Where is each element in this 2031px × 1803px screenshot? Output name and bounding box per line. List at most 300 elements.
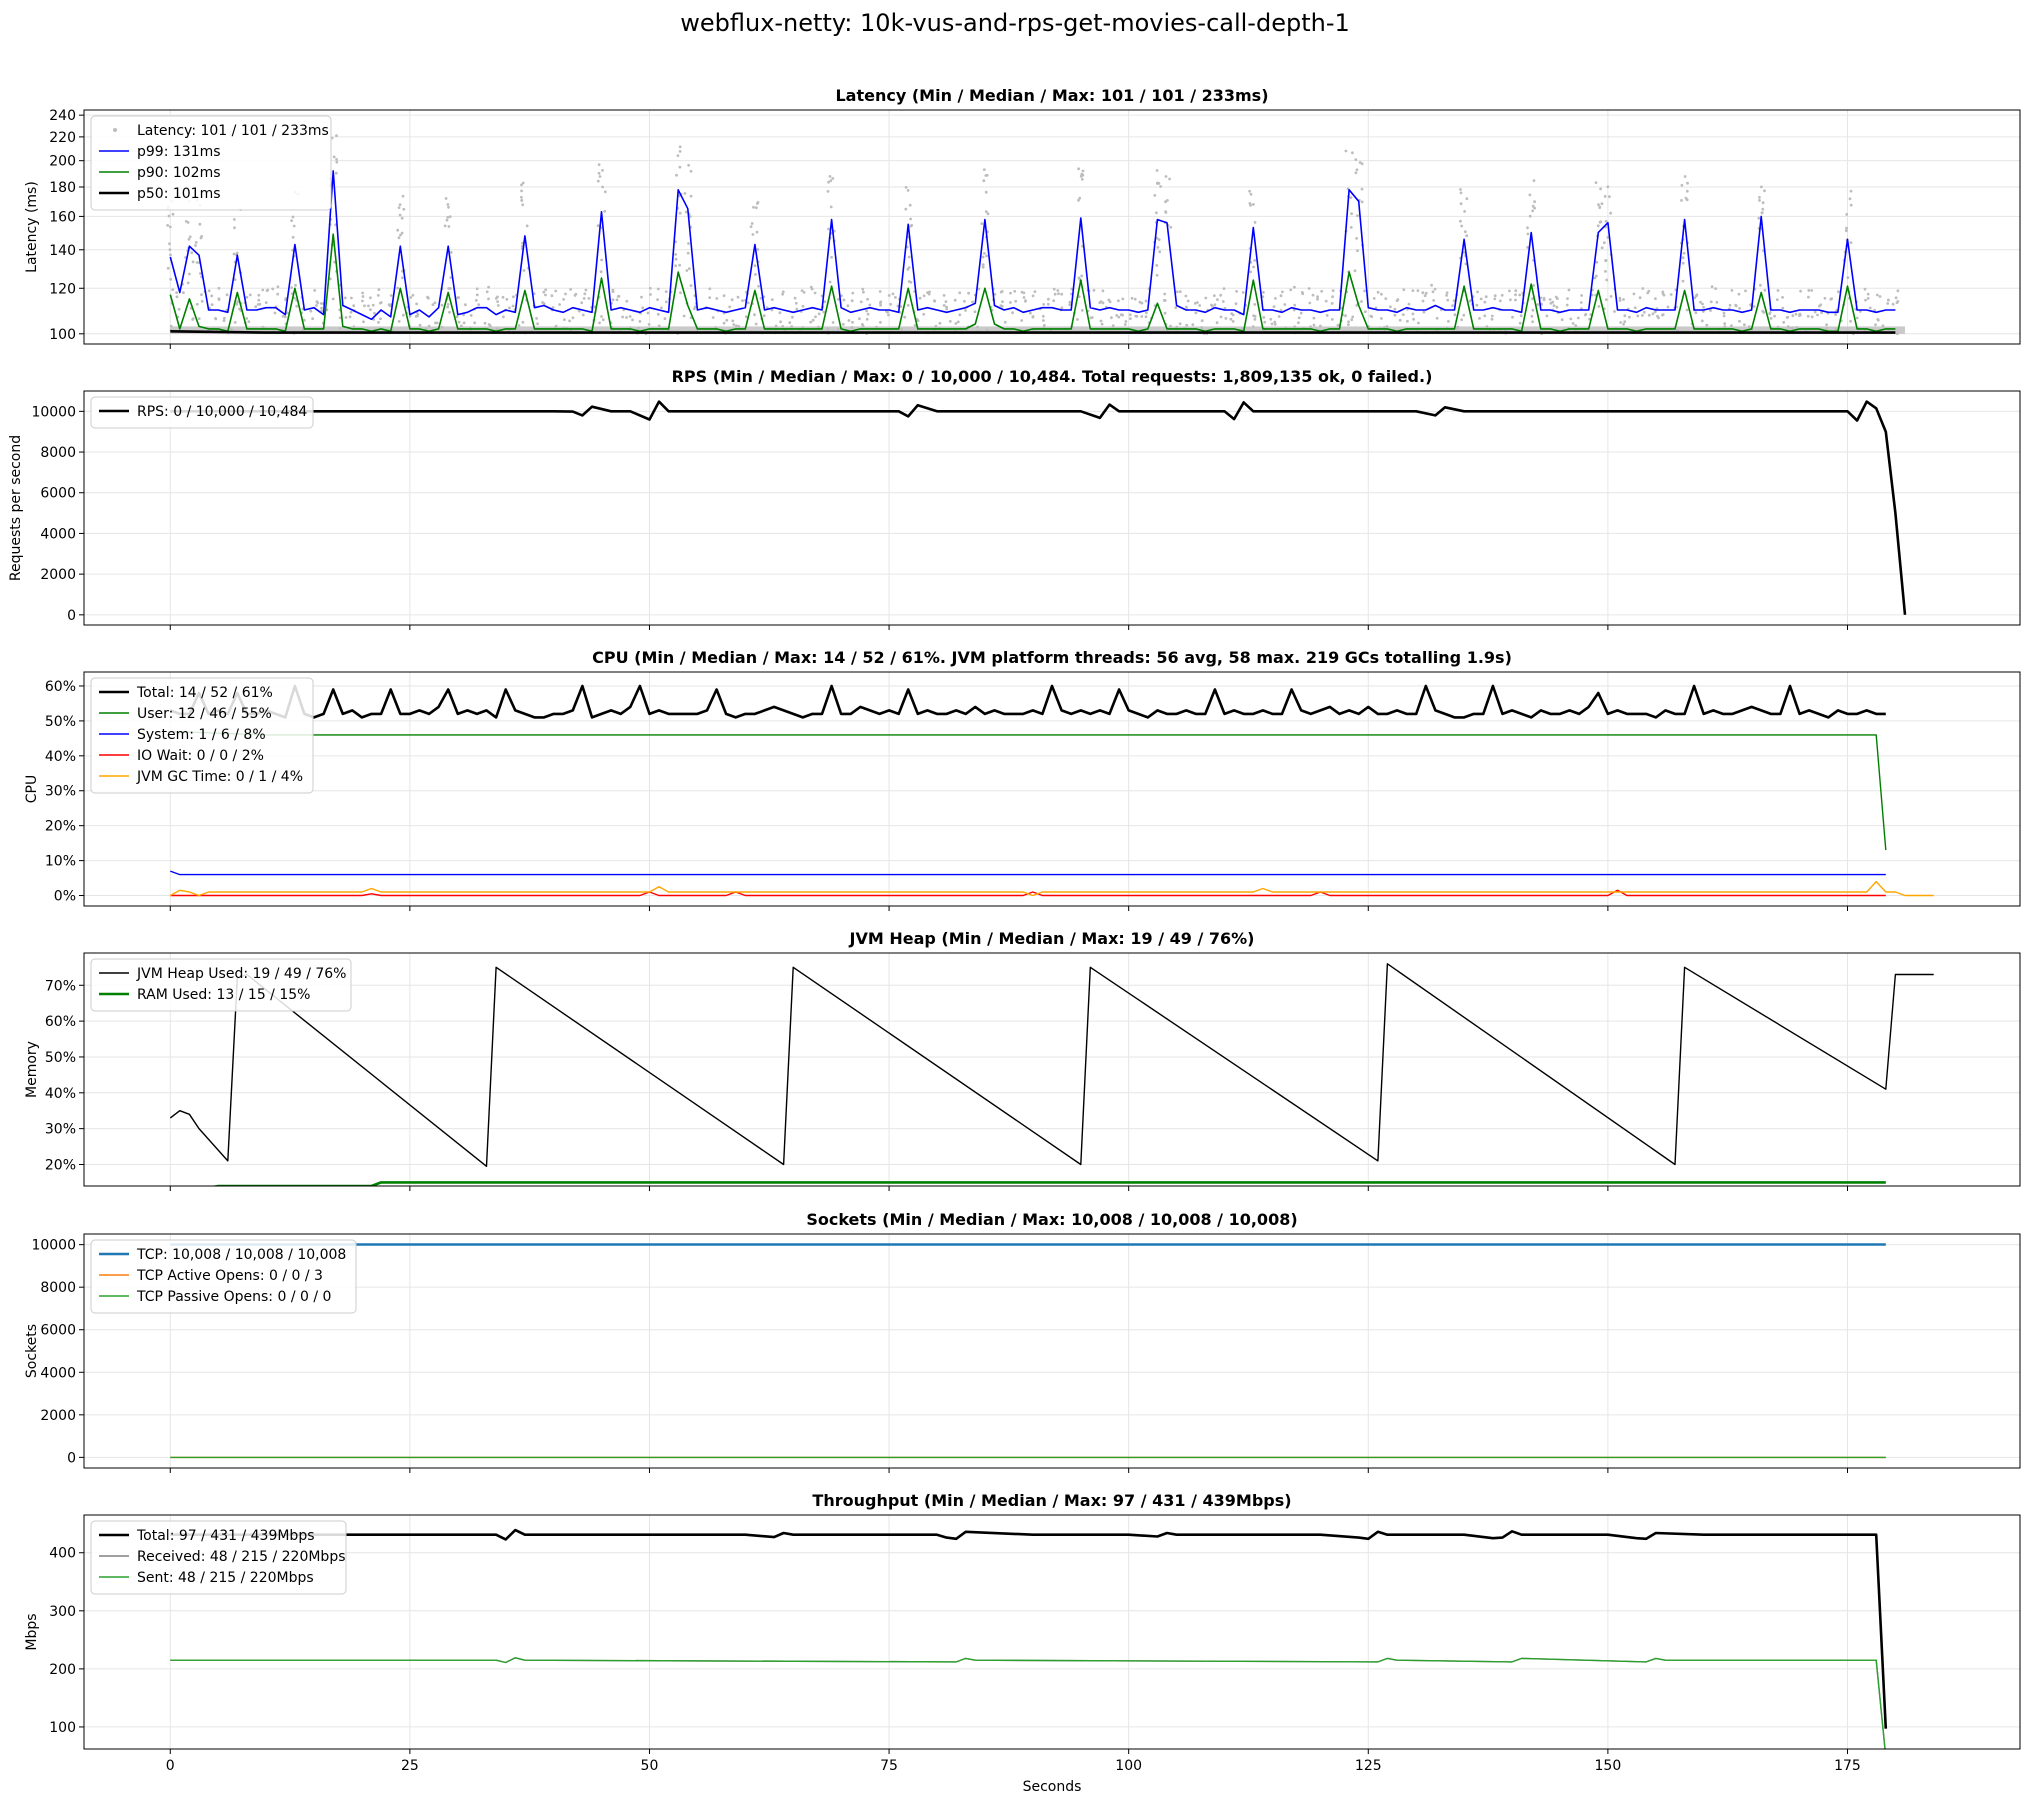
x-tick-label: 175 (1834, 1758, 1861, 1774)
latency-point (1819, 303, 1822, 306)
latency-point (363, 304, 366, 307)
latency-point (369, 296, 372, 299)
latency-point (1134, 298, 1137, 301)
latency-point (1101, 323, 1104, 326)
latency-point (294, 284, 297, 287)
series-line (170, 331, 1895, 332)
latency-point (1223, 287, 1226, 290)
latency-point (1896, 301, 1899, 304)
y-tick-label: 200 (49, 153, 76, 170)
latency-point (1156, 169, 1159, 172)
latency-point (1406, 320, 1409, 323)
latency-point (1380, 293, 1383, 296)
latency-point (1225, 317, 1228, 320)
latency-point (983, 252, 986, 255)
latency-point (1169, 226, 1172, 229)
latency-point (292, 216, 295, 219)
latency-point (1232, 320, 1235, 323)
latency-point (1682, 280, 1685, 283)
latency-point (782, 290, 785, 293)
x-tick-label: 100 (1115, 1758, 1143, 1774)
latency-point (1361, 188, 1364, 191)
latency-point (823, 300, 826, 303)
legend-label: p99: 131ms (137, 144, 221, 160)
latency-point (1254, 318, 1257, 321)
latency-point (1145, 300, 1148, 303)
latency-point (954, 299, 957, 302)
latency-point (1895, 296, 1898, 299)
latency-point (1816, 314, 1819, 317)
latency-point (1633, 293, 1636, 296)
x-axis-label: Seconds (1022, 1779, 1082, 1795)
latency-point (526, 225, 529, 228)
latency-point (315, 304, 318, 307)
latency-point (1417, 289, 1420, 292)
latency-point (409, 296, 412, 299)
latency-point (257, 299, 260, 302)
latency-point (1850, 190, 1853, 193)
latency-point (1729, 304, 1732, 307)
latency-point (1057, 292, 1060, 295)
latency-point (640, 296, 643, 299)
latency-point (1222, 300, 1225, 303)
latency-point (600, 259, 603, 262)
y-tick-label: 4000 (40, 526, 76, 543)
latency-point (1639, 296, 1642, 299)
legend-label: IO Wait: 0 / 0 / 2% (137, 748, 264, 764)
latency-point (737, 296, 740, 299)
latency-point (522, 182, 525, 185)
y-tick-label: 6000 (40, 485, 76, 502)
latency-point (1424, 294, 1427, 297)
latency-point (1165, 175, 1168, 178)
latency-point (1511, 316, 1514, 319)
latency-point (473, 321, 476, 324)
latency-point (1082, 170, 1085, 173)
latency-point (1657, 317, 1660, 320)
latency-point (1850, 241, 1853, 244)
latency-point (1125, 320, 1128, 323)
latency-point (293, 225, 296, 228)
latency-point (520, 199, 523, 202)
panel-title: JVM Heap (Min / Median / Max: 19 / 49 / 76%) (849, 929, 1255, 948)
latency-point (1230, 318, 1233, 321)
latency-point (1164, 210, 1167, 213)
legend-label: System: 1 / 6 / 8% (137, 727, 266, 743)
latency-point (1355, 171, 1358, 174)
latency-point (1316, 295, 1319, 298)
legend-label: p90: 102ms (137, 165, 221, 181)
latency-point (254, 305, 257, 308)
latency-point (1867, 293, 1870, 296)
latency-point (1661, 291, 1664, 294)
latency-point (1609, 212, 1612, 215)
latency-point (1561, 318, 1564, 321)
latency-point (674, 253, 677, 256)
latency-point (723, 322, 726, 325)
latency-point (543, 302, 546, 305)
latency-point (362, 320, 365, 323)
latency-point (1029, 312, 1032, 315)
latency-point (1867, 297, 1870, 300)
latency-point (1014, 300, 1017, 303)
latency-point (1001, 300, 1004, 303)
latency-point (583, 292, 586, 295)
latency-point (497, 304, 500, 307)
latency-point (980, 222, 983, 225)
latency-point (982, 256, 985, 259)
latency-point (1476, 304, 1479, 307)
latency-point (1580, 301, 1583, 304)
latency-point (1351, 316, 1354, 319)
latency-point (712, 316, 715, 319)
latency-point (1331, 295, 1334, 298)
latency-point (1607, 185, 1610, 188)
latency-point (1491, 318, 1494, 321)
latency-point (1242, 291, 1245, 294)
latency-point (1786, 316, 1789, 319)
latency-point (1514, 289, 1517, 292)
latency-point (1250, 193, 1253, 196)
latency-point (1445, 294, 1448, 297)
latency-point (1546, 315, 1549, 318)
latency-point (1380, 317, 1383, 320)
latency-point (199, 223, 202, 226)
latency-point (1216, 321, 1219, 324)
latency-point (1533, 200, 1536, 203)
latency-point (1849, 197, 1852, 200)
latency-point (1646, 292, 1649, 295)
latency-point (678, 264, 681, 267)
latency-point (887, 314, 890, 317)
latency-point (1155, 211, 1158, 214)
y-tick-label: 0 (67, 1450, 76, 1467)
latency-point (1032, 315, 1035, 318)
latency-point (1384, 297, 1387, 300)
latency-point (1163, 293, 1166, 296)
latency-point (1316, 298, 1319, 301)
latency-point (1743, 323, 1746, 326)
latency-point (731, 320, 734, 323)
latency-point (648, 323, 651, 326)
latency-point (192, 317, 195, 320)
latency-point (1430, 284, 1433, 287)
latency-point (419, 324, 422, 327)
latency-point (763, 314, 766, 317)
latency-point (983, 168, 986, 171)
latency-point (982, 266, 985, 269)
latency-point (1738, 320, 1741, 323)
latency-point (1153, 194, 1156, 197)
latency-point (683, 315, 686, 318)
latency-point (1354, 269, 1357, 272)
latency-point (1791, 314, 1794, 317)
latency-point (1605, 259, 1608, 262)
latency-point (903, 316, 906, 319)
latency-point (588, 297, 591, 300)
latency-point (795, 302, 798, 305)
y-tick-label: 10000 (31, 404, 76, 421)
latency-point (445, 197, 448, 200)
latency-point (512, 305, 515, 308)
latency-point (723, 294, 726, 297)
latency-point (448, 225, 451, 228)
latency-point (1459, 188, 1462, 191)
y-axis-label: Mbps (24, 1613, 40, 1651)
latency-point (809, 321, 812, 324)
latency-point (1201, 319, 1204, 322)
latency-point (879, 321, 882, 324)
latency-point (249, 294, 252, 297)
latency-point (1370, 315, 1373, 318)
latency-point (1278, 315, 1281, 318)
latency-point (1145, 311, 1148, 314)
latency-point (563, 318, 566, 321)
latency-point (1093, 289, 1096, 292)
latency-point (888, 294, 891, 297)
latency-point (1220, 316, 1223, 319)
latency-point (1389, 305, 1392, 308)
latency-point (316, 300, 319, 303)
y-tick-label: 8000 (40, 1280, 76, 1297)
y-axis-label: CPU (24, 774, 40, 804)
x-tick-label: 75 (880, 1758, 898, 1774)
latency-point (1432, 299, 1435, 302)
latency-point (1145, 315, 1148, 318)
latency-point (1533, 207, 1536, 210)
latency-point (1000, 304, 1003, 307)
latency-point (441, 304, 444, 307)
latency-point (598, 163, 601, 166)
latency-point (380, 301, 383, 304)
legend-label: Latency: 101 / 101 / 233ms (137, 123, 329, 139)
latency-point (919, 297, 922, 300)
latency-point (1501, 294, 1504, 297)
latency-point (1235, 290, 1238, 293)
latency-point (444, 225, 447, 228)
latency-point (475, 299, 478, 302)
latency-point (1249, 204, 1252, 207)
latency-point (1850, 204, 1853, 207)
latency-point (677, 154, 680, 157)
latency-point (1566, 297, 1569, 300)
latency-point (1682, 256, 1685, 259)
latency-point (1710, 300, 1713, 303)
latency-point (1526, 226, 1529, 229)
latency-point (1356, 214, 1359, 217)
latency-point (1641, 314, 1644, 317)
latency-point (750, 225, 753, 228)
latency-point (522, 321, 525, 324)
latency-point (1869, 307, 1872, 310)
latency-point (210, 295, 213, 298)
latency-point (1532, 284, 1535, 287)
latency-point (612, 298, 615, 301)
latency-point (349, 316, 352, 319)
latency-point (843, 299, 846, 302)
latency-point (508, 307, 511, 310)
latency-point (458, 321, 461, 324)
legend-label: RPS: 0 / 10,000 / 10,484 (137, 404, 308, 420)
latency-point (345, 316, 348, 319)
latency-point (369, 308, 372, 311)
latency-point (1757, 217, 1760, 220)
latency-point (829, 179, 832, 182)
latency-point (715, 297, 718, 300)
latency-point (741, 299, 744, 302)
latency-point (625, 300, 628, 303)
latency-point (447, 203, 450, 206)
latency-point (985, 255, 988, 258)
latency-point (1652, 312, 1655, 315)
latency-point (544, 294, 547, 297)
latency-point (1313, 317, 1316, 320)
latency-point (449, 215, 452, 218)
y-axis-label: Sockets (24, 1323, 40, 1379)
latency-point (604, 190, 607, 193)
latency-point (612, 290, 615, 293)
latency-point (1686, 190, 1689, 193)
latency-point (1758, 196, 1761, 199)
latency-point (434, 322, 437, 325)
y-tick-label: 10000 (31, 1237, 76, 1254)
latency-point (1235, 302, 1238, 305)
latency-point (335, 158, 338, 161)
latency-point (398, 206, 401, 209)
latency-point (955, 322, 958, 325)
latency-point (535, 317, 538, 320)
latency-point (396, 229, 399, 232)
latency-point (1759, 284, 1762, 287)
latency-point (1845, 227, 1848, 230)
latency-point (708, 296, 711, 299)
latency-point (618, 295, 621, 298)
latency-point (754, 273, 757, 276)
latency-point (223, 317, 226, 320)
latency-point (629, 315, 632, 318)
latency-point (1661, 314, 1664, 317)
latency-point (166, 224, 169, 227)
latency-point (1313, 324, 1316, 327)
latency-point (1080, 275, 1083, 278)
latency-point (271, 288, 274, 291)
latency-point (1476, 291, 1479, 294)
latency-point (879, 301, 882, 304)
y-tick-label: 20% (44, 818, 76, 835)
latency-point (236, 300, 239, 303)
latency-point (373, 312, 376, 315)
latency-point (1770, 317, 1773, 320)
latency-point (1446, 299, 1449, 302)
latency-point (313, 289, 316, 292)
latency-point (1605, 298, 1608, 301)
latency-point (756, 202, 759, 205)
latency-point (1603, 241, 1606, 244)
latency-point (1347, 323, 1350, 326)
latency-point (1134, 315, 1137, 318)
latency-point (412, 294, 415, 297)
latency-point (1670, 293, 1673, 296)
latency-point (523, 269, 526, 272)
latency-point (1555, 296, 1558, 299)
latency-point (200, 237, 203, 240)
latency-point (1301, 292, 1304, 295)
latency-point (1460, 225, 1463, 228)
latency-point (1699, 301, 1702, 304)
latency-point (290, 219, 293, 222)
latency-point (909, 218, 912, 221)
latency-point (1761, 212, 1764, 215)
latency-point (1781, 296, 1784, 299)
latency-point (189, 235, 192, 238)
latency-point (282, 315, 285, 318)
latency-point (1681, 184, 1684, 187)
latency-point (1849, 320, 1852, 323)
latency-point (335, 134, 338, 137)
latency-point (1738, 293, 1741, 296)
latency-point (1829, 298, 1832, 301)
latency-point (1845, 229, 1848, 232)
latency-point (245, 317, 248, 320)
latency-point (1293, 286, 1296, 289)
latency-point (1654, 311, 1657, 314)
latency-point (708, 287, 711, 290)
latency-point (1325, 300, 1328, 303)
latency-point (908, 266, 911, 269)
latency-point (1446, 291, 1449, 294)
latency-point (957, 321, 960, 324)
latency-point (1667, 306, 1670, 309)
y-tick-label: 30% (44, 783, 76, 800)
latency-point (1514, 293, 1517, 296)
latency-point (1773, 315, 1776, 318)
latency-point (665, 301, 668, 304)
x-tick-label: 50 (640, 1758, 659, 1774)
y-tick-label: 2000 (40, 567, 76, 584)
latency-point (597, 180, 600, 183)
latency-point (1004, 321, 1007, 324)
latency-point (1283, 303, 1286, 306)
latency-point (1874, 323, 1877, 326)
latency-point (933, 299, 936, 302)
latency-point (943, 304, 946, 307)
latency-point (372, 304, 375, 307)
latency-point (862, 291, 865, 294)
latency-point (1734, 304, 1737, 307)
latency-point (827, 228, 830, 231)
latency-point (1529, 194, 1532, 197)
latency-point (1293, 304, 1296, 307)
latency-point (1179, 322, 1182, 325)
legend-label: JVM Heap Used: 19 / 49 / 76% (137, 966, 347, 982)
latency-point (1262, 291, 1265, 294)
latency-point (1549, 298, 1552, 301)
latency-point (909, 204, 912, 207)
latency-point (867, 313, 870, 316)
latency-point (1628, 316, 1631, 319)
y-axis-label: Latency (ms) (24, 181, 40, 273)
latency-point (1519, 322, 1522, 325)
latency-point (1009, 301, 1012, 304)
latency-point (684, 192, 687, 195)
latency-point (1158, 238, 1161, 241)
latency-point (234, 321, 237, 324)
y-tick-label: 10% (44, 853, 76, 870)
latency-point (1198, 304, 1201, 307)
latency-point (1280, 294, 1283, 297)
latency-point (1281, 291, 1284, 294)
latency-point (1156, 274, 1159, 277)
